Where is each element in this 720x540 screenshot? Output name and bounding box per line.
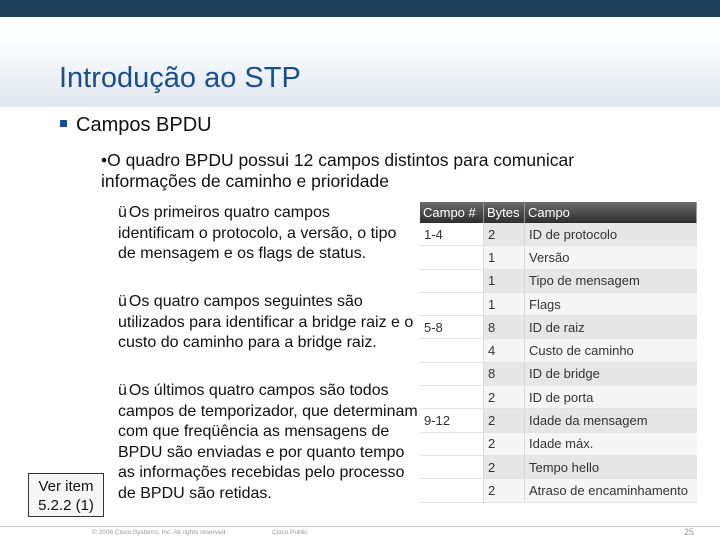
cell-bytes: 2 [484, 455, 525, 478]
cell-field: Custo de caminho [525, 339, 697, 362]
cell-group [420, 246, 484, 269]
cell-group [420, 339, 484, 362]
cell-field: ID de porta [525, 386, 697, 409]
table-row [420, 223, 697, 246]
cell-field: ID de raiz [525, 316, 697, 339]
cell-group [420, 292, 484, 315]
header-campo: Campo [525, 202, 697, 223]
cell-field: Idade da mensagem [525, 409, 697, 432]
cell-group: 9-12 [420, 409, 484, 432]
cell-bytes: 2 [484, 479, 525, 502]
cell-field: Tempo hello [525, 455, 697, 478]
cell-bytes: 1 [484, 246, 525, 269]
header-campo-num: Campo # [420, 202, 484, 223]
bpdu-fields-table [420, 202, 697, 503]
sub-bullet: •O quadro BPDU possui 12 campos distintos para comunicar informações de caminho e prioridade [101, 150, 575, 191]
table-row [420, 432, 697, 455]
top-bar [0, 0, 720, 17]
reference-line-2: 5.2.2 (1) [38, 497, 94, 514]
check-item-3 [118, 381, 423, 504]
check-item-text: Os primeiros quatro campos identificam o protocolo, a versão, o tipo de mensagem e os flags de status. [118, 204, 397, 262]
table-row [420, 246, 697, 269]
cell-group [420, 362, 484, 385]
cell-bytes: 2 [484, 223, 525, 246]
slide-title: Introdução ao STP [59, 62, 301, 94]
cell-group [420, 479, 484, 502]
cell-bytes: 8 [484, 362, 525, 385]
cell-bytes: 8 [484, 316, 525, 339]
cell-field: Atraso de encaminhamento [525, 479, 697, 502]
reference-box [28, 473, 104, 517]
table-row [420, 386, 697, 409]
cell-field: ID de protocolo [525, 223, 697, 246]
table-row [420, 409, 697, 432]
check-item-2 [118, 292, 418, 354]
check-item-text: Os últimos quatro campos são todos campos de temporizador, que determinam com que freqüência as mensagens de BPDU são enviadas e por quanto tempo as informações recebidas pelo processo de BPDU são retidas. [118, 382, 418, 502]
table-row [420, 339, 697, 362]
cell-bytes: 2 [484, 432, 525, 455]
cell-field: Idade máx. [525, 432, 697, 455]
cell-group: 5-8 [420, 316, 484, 339]
cell-group [420, 455, 484, 478]
cell-field: Tipo de mensagem [525, 269, 697, 292]
cell-field: ID de bridge [525, 362, 697, 385]
cell-bytes: 2 [484, 386, 525, 409]
square-bullet-icon [60, 120, 67, 127]
check-icon: ü [118, 382, 127, 399]
bullet-text: Campos BPDU [76, 114, 212, 136]
cell-group [420, 386, 484, 409]
check-item-1 [118, 203, 408, 265]
cell-field: Versão [525, 246, 697, 269]
table-row [420, 362, 697, 385]
page-number: 25 [684, 527, 695, 537]
check-icon: ü [118, 293, 127, 310]
table-row [420, 292, 697, 315]
cell-bytes: 1 [484, 269, 525, 292]
table-row [420, 479, 697, 502]
cell-field: Flags [525, 292, 697, 315]
header-bytes: Bytes [484, 202, 525, 223]
cell-group [420, 269, 484, 292]
table-header-row [420, 202, 697, 223]
footer-copyright: © 2006 Cisco Systems, Inc. All rights reserved. [92, 529, 228, 536]
cell-bytes: 1 [484, 292, 525, 315]
check-icon: ü [118, 204, 127, 221]
cell-bytes: 4 [484, 339, 525, 362]
table-row [420, 269, 697, 292]
sub-bullet-text: O quadro BPDU possui 12 campos distintos para comunicar informações de caminho e prioridade [101, 150, 575, 191]
footer-classification: Cisco Public [272, 529, 308, 536]
table-row [420, 316, 697, 339]
check-item-text: Os quatro campos seguintes são utilizados para identificar a bridge raiz e o custo do caminho para a bridge raiz. [118, 293, 414, 351]
bullet-campos-bpdu [60, 114, 212, 137]
footer-divider [0, 526, 720, 527]
table-row [420, 455, 697, 478]
cell-bytes: 2 [484, 409, 525, 432]
reference-line-1: Ver item [38, 478, 94, 495]
cell-group [420, 432, 484, 455]
cell-group: 1-4 [420, 223, 484, 246]
